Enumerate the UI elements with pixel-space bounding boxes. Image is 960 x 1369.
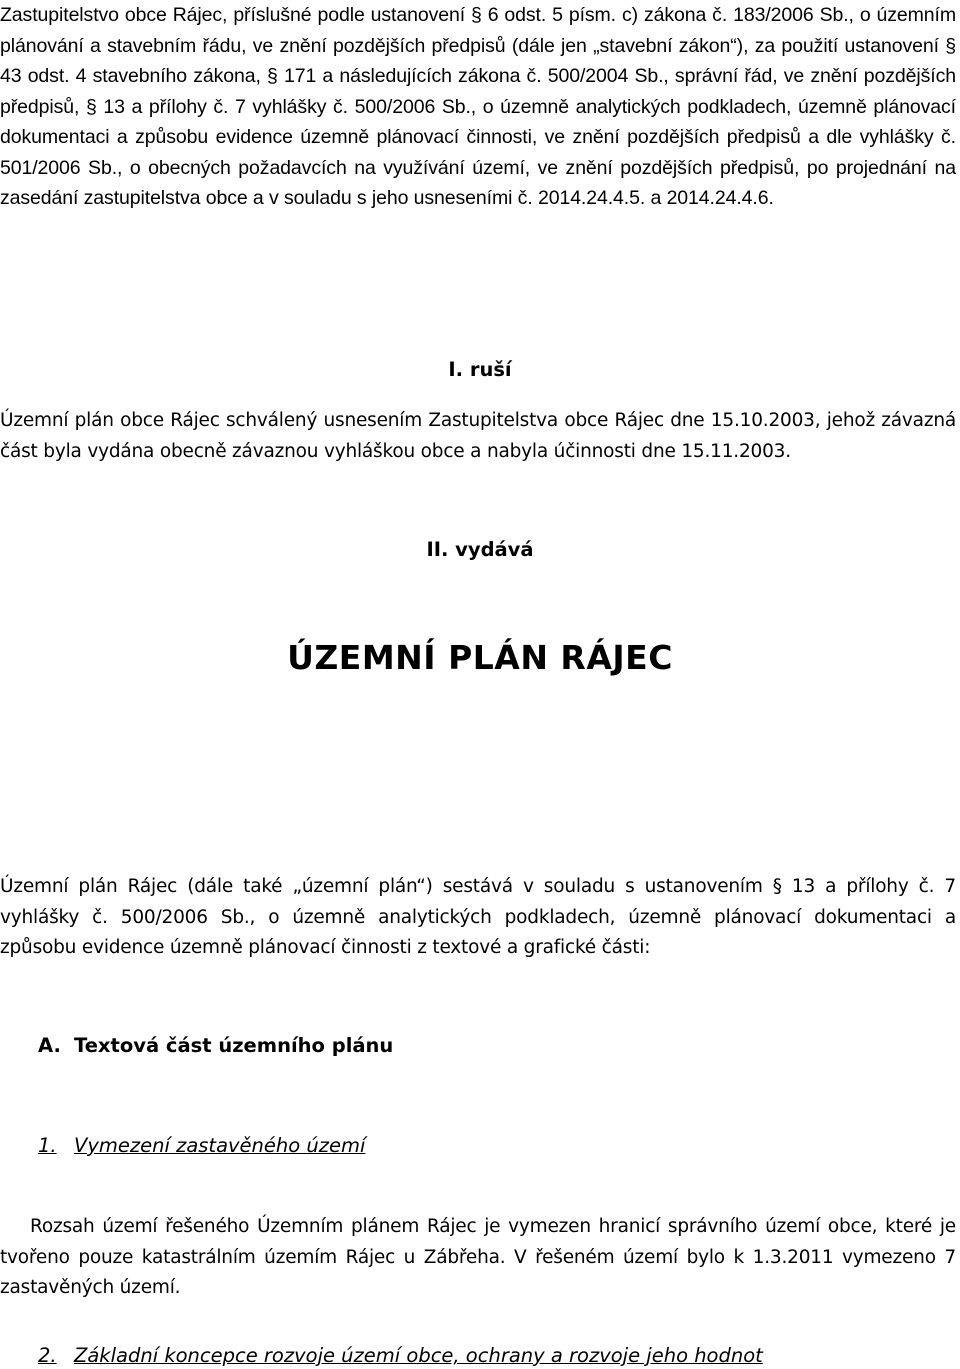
subsection-1-title: Vymezení zastavěného území xyxy=(74,1134,366,1157)
intro-paragraph: Zastupitelstvo obce Rájec, příslušné podle ustanovení § 6 odst. 5 písm. c) zákona č. 183/2006 Sb., o územním plánování a stavebním řádu, ve znění pozdějších předpisů (dále jen „stavební zákon“), za použití ustanovení § 43 odst. 4 stavebního zákona, § 171 a následujících zákona č. 500/2004 Sb., správní řád, ve znění pozdějších předpisů, § 13 a přílohy č. 7 vyhlášky č. 500/2006 Sb., o územně analytických podkladech, územně plánovací dokumentaci a způsobu evidence územně plánovací činnosti, ve znění pozdějších předpisů a dle vyhlášky č. 501/2006 Sb., o obecných požadavcích na využívání území, ve znění pozdějších předpisů, po projednání na zasedání zastupitelstva obce a v souladu s jeho usneseními č. 2014.24.4.5. a 2014.24.4.6. xyxy=(0,4,956,209)
ruling-heading-vydava: II. vydává xyxy=(426,538,534,561)
subsection-1-text xyxy=(0,1212,956,1304)
section-a-letter: A. xyxy=(38,1034,61,1057)
subsection-2-title: Základní koncepce rozvoje území obce, ochrany a rozvoje jeho hodnot xyxy=(74,1344,763,1367)
ruling-text-rusi: Územní plán obce Rájec schválený usnesením Zastupitelstva obce Rájec dne 15.10.2003, jehož závazná část byla vydána obecně závaznou vyhláškou obce a nabyla účinnosti dne 15.11.2003. xyxy=(0,410,956,462)
ruling-heading-rusi: I. ruší xyxy=(448,358,512,381)
subsection-2-number: 2. xyxy=(38,1344,57,1367)
composition-paragraph: Územní plán Rájec (dále také „územní plán“) sestává v souladu s ustanovením § 13 a přílohy č. 7 vyhlášky č. 500/2006 Sb., o územně analytických podkladech, územně plánovací dokumentaci a způsobu evidence územně plánovací činnosti z textové a grafické části: xyxy=(0,876,956,958)
section-a-heading xyxy=(38,1034,393,1057)
subsection-2-heading xyxy=(38,1344,763,1367)
subsection-1-number: 1. xyxy=(38,1134,57,1157)
subsection-1-text-content: Rozsah území řešeného Územním plánem Rájec je vymezen hranicí správního území obce, které je tvořeno pouze katastrálním územím Rájec u Zábřeha. V řešeném území bylo k 1.3.2011 vymezeno 7 zastavěných území. xyxy=(0,1216,956,1298)
subsection-1-heading xyxy=(38,1134,365,1157)
section-a-title: Textová část územního plánu xyxy=(74,1034,394,1057)
document-title: ÚZEMNÍ PLÁN RÁJEC xyxy=(287,638,673,677)
